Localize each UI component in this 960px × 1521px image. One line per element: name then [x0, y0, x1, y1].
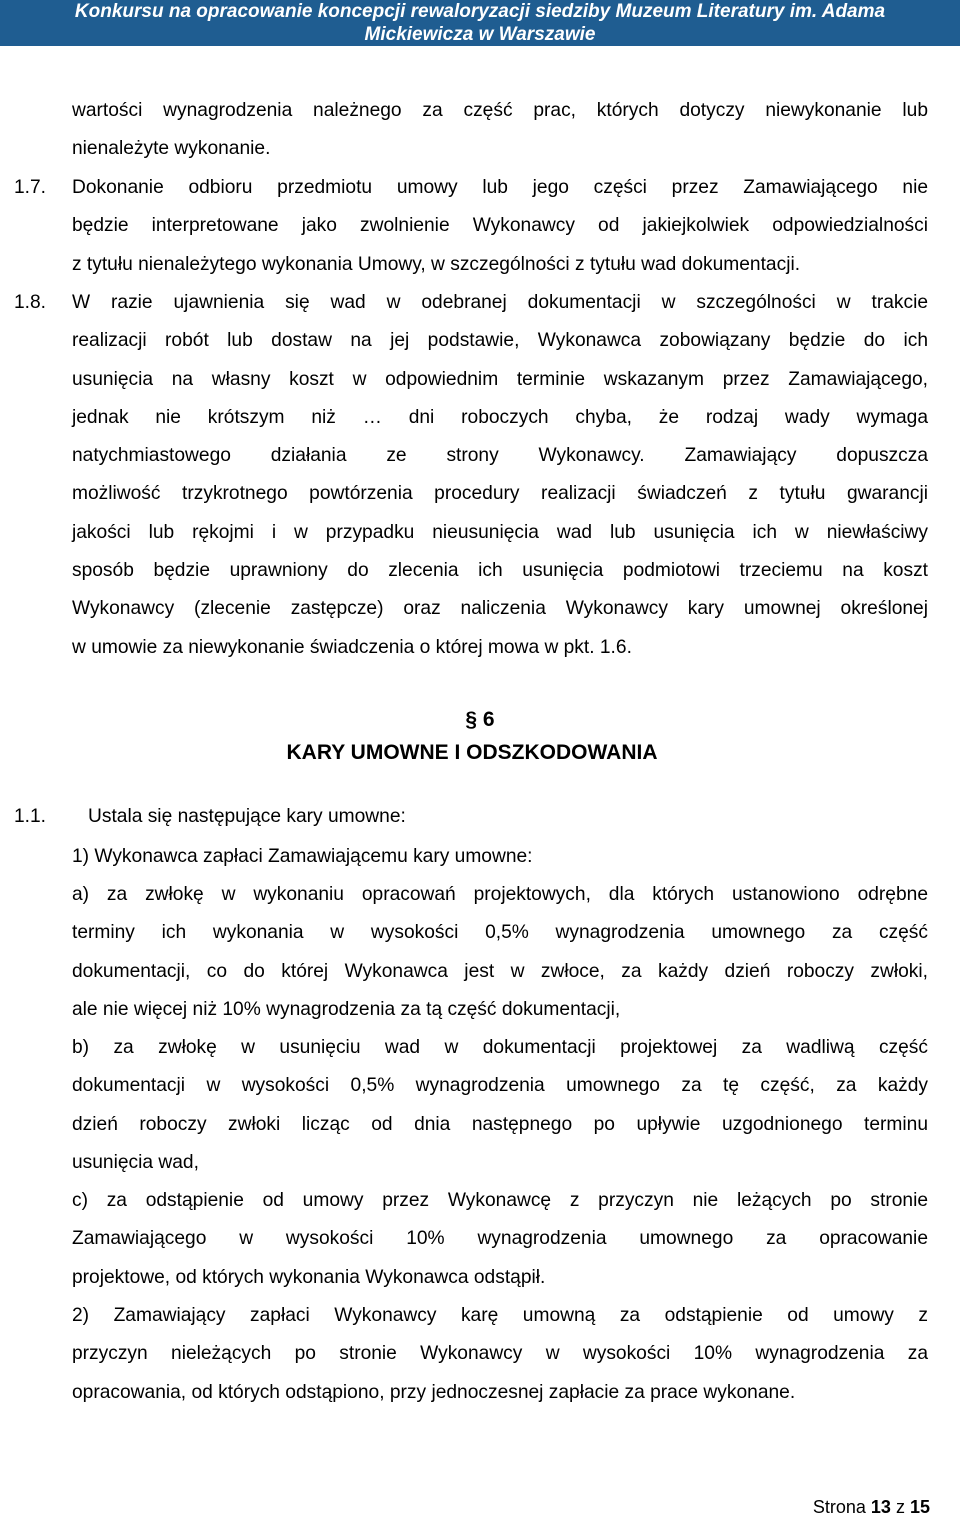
header-line-2: Mickiewicza w Warszawie: [364, 24, 596, 45]
text-line: nienależyte wykonanie.: [72, 138, 271, 160]
point-2: [72, 1297, 928, 1412]
paragraph-number-1-8: 1.8.: [14, 292, 47, 313]
paragraph-number-1-1: 1.1.: [14, 806, 47, 827]
text-line: jakości lub rękojmi i w przypadku nieusunięcia wad lub usunięcia ich w niewłaściwy: [72, 521, 928, 543]
section-title: KARY UMOWNE I ODSZKODOWANIA: [286, 741, 658, 764]
page-footer: [813, 1496, 930, 1518]
text-line: będzie interpretowane jako zwolnienie Wykonawcy od jakiejkolwiek odpowiedzialności: [72, 215, 928, 237]
paragraph-1-7: [72, 169, 928, 284]
text-line: jednak nie krótszym niż … dni roboczych chyba, że rodzaj wady wymaga: [72, 406, 928, 428]
text-line: Zamawiającego w wysokości 10% wynagrodzenia umownego za opracowanie: [72, 1228, 928, 1250]
point-1-c: [72, 1182, 928, 1297]
paragraph-1-8: [72, 284, 928, 667]
text-line: opracowania, od których odstąpiono, przy jednoczesnej zapłacie za prace wykonane.: [72, 1381, 796, 1403]
point-1-heading: [72, 838, 928, 876]
text-line: sposób będzie uprawniony do zlecenia ich usunięcia podmiotowi trzeciemu na koszt: [72, 560, 928, 582]
point-1-a: [72, 876, 928, 1029]
section-symbol: § 6: [465, 708, 495, 731]
text-line: natychmiastowego działania ze strony Wykonawcy. Zamawiający dopuszcza: [72, 445, 928, 467]
text-line: ale nie więcej niż 10% wynagrodzenia za tą część dokumentacji,: [72, 998, 621, 1020]
page-of-label: z: [895, 1497, 905, 1517]
text-line: wartości wynagrodzenia należnego za część prac, których dotyczy niewykonanie lub: [72, 100, 928, 121]
text-line: z tytułu nienależytego wykonania Umowy, w szczególności z tytułu wad dokumentacji.: [72, 253, 801, 275]
text-line: Dokonanie odbioru przedmiotu umowy lub jego części przez Zamawiającego nie: [72, 177, 928, 198]
text-line: usunięcia na własny koszt w odpowiednim terminie wskazanym przez Zamawiającego,: [72, 368, 928, 390]
point-1-b: [72, 1029, 928, 1182]
text-line: dokumentacji w wysokości 0,5% wynagrodzenia umownego za tę część, za każdy: [72, 1075, 928, 1097]
text-line: b) za zwłokę w usunięciu wad w dokumentacji projektowej za wadliwą część: [72, 1037, 928, 1058]
page-number: 13: [870, 1497, 891, 1517]
text-line: a) za zwłokę w wykonaniu opracowań projektowych, dla których ustanowiono odrębne: [72, 884, 928, 905]
text-line: dokumentacji, co do której Wykonawca jest w zwłoce, za każdy dzień roboczy zwłoki,: [72, 960, 928, 982]
page-label: Strona: [812, 1497, 866, 1517]
page-total: 15: [909, 1497, 930, 1517]
text-line: w umowie za niewykonanie świadczenia o której mowa w pkt. 1.6.: [72, 636, 632, 658]
text-line: c) za odstąpienie od umowy przez Wykonawcę z przyczyn nie leżących po stronie: [72, 1190, 928, 1211]
text-line: projektowe, od których wykonania Wykonawca odstąpił.: [72, 1266, 546, 1288]
paragraph-1-1: [88, 798, 928, 836]
text-line: W razie ujawnienia się wad w odebranej dokumentacji w szczególności w trakcie: [72, 292, 928, 313]
text-line: usunięcia wad,: [72, 1151, 199, 1173]
header-line-1: Konkursu na opracowanie koncepcji rewaloryzacji siedziby Muzeum Literatury im. Adama: [74, 1, 886, 22]
text-line: Wykonawcy (zlecenie zastępcze) oraz naliczenia Wykonawcy kary umownej określonej: [72, 598, 928, 620]
text-line: terminy ich wykonania w wysokości 0,5% wynagrodzenia umownego za część: [72, 922, 928, 944]
text-line: przyczyn nieleżących po stronie Wykonawcy w wysokości 10% wynagrodzenia za: [72, 1343, 928, 1365]
text-line: możliwość trzykrotnego powtórzenia procedury realizacji świadczeń z tytułu gwarancji: [72, 483, 928, 505]
text-line: dzień roboczy zwłoki licząc od dnia następnego po upływie uzgodnionego terminu: [72, 1113, 928, 1135]
text-line: 1) Wykonawca zapłaci Zamawiającemu kary umowne:: [72, 846, 533, 867]
intro-paragraph: [72, 92, 928, 169]
text-line: realizacji robót lub dostaw na jej podstawie, Wykonawca zobowiązany będzie do ich: [72, 330, 928, 352]
text-line: Ustala się następujące kary umowne:: [88, 806, 406, 827]
paragraph-number-1-7: 1.7.: [14, 177, 47, 198]
text-line: 2) Zamawiający zapłaci Wykonawcy karę umowną za odstąpienie od umowy z: [72, 1305, 928, 1326]
document-header: [0, 0, 960, 46]
